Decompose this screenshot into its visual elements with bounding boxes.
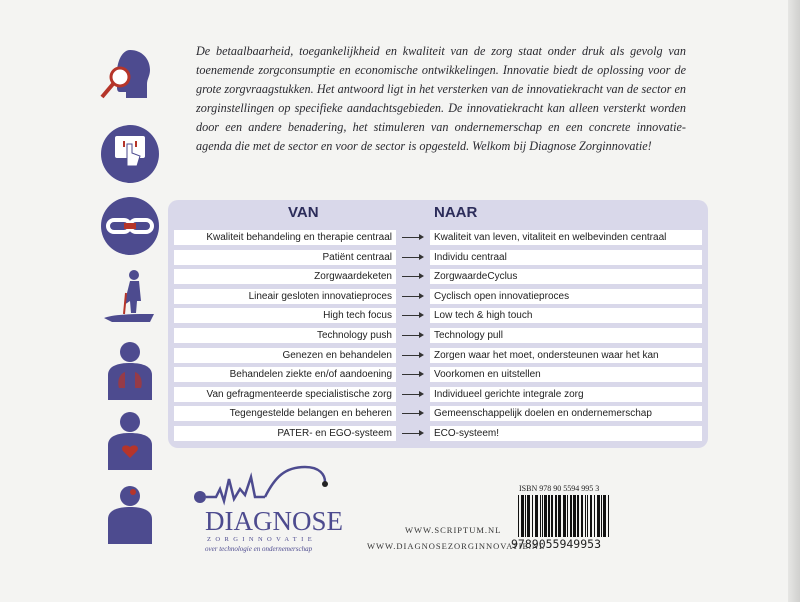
naar-cell: Zorgen waar het moet, ondersteunen waar het kan <box>430 348 702 363</box>
naar-cell: Kwaliteit van leven, vitaliteit en welbevinden centraal <box>430 230 702 245</box>
barcode-bar <box>597 495 600 537</box>
van-cell: Tegengestelde belangen en beheren <box>174 406 396 421</box>
van-cell: Zorgwaardeketen <box>174 269 396 284</box>
van-cell: Van gefragmenteerde specialistische zorg <box>174 387 396 402</box>
table-row <box>174 367 702 382</box>
touch-screen-icon <box>100 124 160 184</box>
barcode-bar <box>535 495 538 537</box>
van-cell: High tech focus <box>174 308 396 323</box>
arrow-right-icon <box>402 335 422 336</box>
naar-cell: Individu centraal <box>430 250 702 265</box>
van-cell: Patiënt centraal <box>174 250 396 265</box>
naar-cell: Low tech & high touch <box>430 308 702 323</box>
naar-cell: Gemeenschappelijk doelen en ondernemerschap <box>430 406 702 421</box>
table-row <box>174 387 702 402</box>
url-scriptum[interactable]: WWW.SCRIPTUM.NL <box>405 525 502 535</box>
barcode-bar <box>585 495 586 537</box>
torso-head-icon <box>100 484 160 544</box>
url-diagnose[interactable]: WWW.DIAGNOSEZORGINNOVATIE.NL <box>367 541 546 551</box>
arrow-right-icon <box>402 296 422 297</box>
arrow-right-icon <box>402 433 422 434</box>
barcode-bar <box>521 495 524 537</box>
van-cell: Technology push <box>174 328 396 343</box>
table-row <box>174 230 702 245</box>
naar-cell: ZorgwaardeCyclus <box>430 269 702 284</box>
naar-cell: ECO-systeem! <box>430 426 702 441</box>
van-cell: Behandelen ziekte en/of aandoening <box>174 367 396 382</box>
chain-link-icon <box>100 196 160 256</box>
table-row <box>174 328 702 343</box>
book-edge <box>788 0 800 602</box>
torso-heart-icon <box>100 410 160 470</box>
magnifier-head-icon <box>100 45 160 105</box>
barcode-bar <box>555 495 557 537</box>
naar-cell: Voorkomen en uitstellen <box>430 367 702 382</box>
barcode-bar <box>544 495 547 537</box>
naar-cell: Individueel gerichte integrale zorg <box>430 387 702 402</box>
barcode-bar <box>525 495 526 537</box>
logo-name: DIAGNOSE <box>205 506 343 536</box>
header-naar: NAAR <box>434 204 478 221</box>
naar-cell: Cyclisch open innovatieproces <box>430 289 702 304</box>
van-cell: Genezen en behandelen <box>174 348 396 363</box>
barcode-bar <box>532 495 533 537</box>
barcode-bar <box>577 495 579 537</box>
elderly-person-hand-icon <box>100 268 160 328</box>
barcode-bar <box>563 495 566 537</box>
table-row <box>174 308 702 323</box>
table-row <box>174 348 702 363</box>
table-row <box>174 426 702 441</box>
barcode-bar <box>548 495 550 537</box>
naar-cell: Technology pull <box>430 328 702 343</box>
logo-tagline: over technologie en ondernemerschap <box>205 545 313 553</box>
barcode-bar <box>573 495 576 537</box>
barcode-bar <box>570 495 572 537</box>
barcode-bar <box>540 495 541 537</box>
isbn-text: ISBN 978 90 5594 995 3 <box>519 484 600 493</box>
van-cell: PATER- en EGO-systeem <box>174 426 396 441</box>
intro-paragraph: De betaalbaarheid, toegankelijkheid en kwaliteit van de zorg staat onder druk als gevolg van toenemende zorgconsumptie en economische ontwikkelingen. Innovatie biedt de oplossing voor de grote zorgvraagstukken. Het antwoord ligt in het versterken van de innovatiekracht van de sector en zorginstellingen op specifieke aandachtsgebieden. De innovatiekracht kan alleen versterkt worden door een andere benadering, het stimuleren van ondernemerschap en een concrete innovatie-agenda die met de sector en voor de sector is opgesteld. Welkom bij Diagnose Zorginnovatie! <box>196 44 686 153</box>
barcode-bar <box>551 495 553 537</box>
table-row <box>174 269 702 284</box>
table-row <box>174 406 702 421</box>
barcode-bar <box>587 495 588 537</box>
torso-lungs-icon <box>100 340 160 400</box>
arrow-right-icon <box>402 374 422 375</box>
logo-subtitle: ZORGINNOVATIE <box>207 536 317 543</box>
van-cell: Lineair gesloten innovatieproces <box>174 289 396 304</box>
table-row <box>174 289 702 304</box>
arrow-right-icon <box>402 237 422 238</box>
barcode-bar <box>567 495 568 537</box>
barcode <box>518 495 610 537</box>
van-naar-table <box>168 200 708 448</box>
barcode-bar <box>558 495 561 537</box>
barcode-bar <box>594 495 595 537</box>
barcode-bar <box>527 495 530 537</box>
table-row <box>174 250 702 265</box>
arrow-right-icon <box>402 394 422 395</box>
barcode-bar <box>603 495 606 537</box>
arrow-right-icon <box>402 355 422 356</box>
arrow-right-icon <box>402 413 422 414</box>
arrow-right-icon <box>402 257 422 258</box>
barcode-bar <box>608 495 609 537</box>
arrow-right-icon <box>402 276 422 277</box>
barcode-bar <box>518 495 519 537</box>
van-cell: Kwaliteit behandeling en therapie centraal <box>174 230 396 245</box>
barcode-number: 9789055949953 <box>511 537 602 551</box>
header-van: VAN <box>288 204 319 221</box>
barcode-bar <box>590 495 592 537</box>
barcode-bar <box>581 495 583 537</box>
barcode-bar <box>542 495 543 537</box>
arrow-right-icon <box>402 315 422 316</box>
barcode-bar <box>601 495 602 537</box>
